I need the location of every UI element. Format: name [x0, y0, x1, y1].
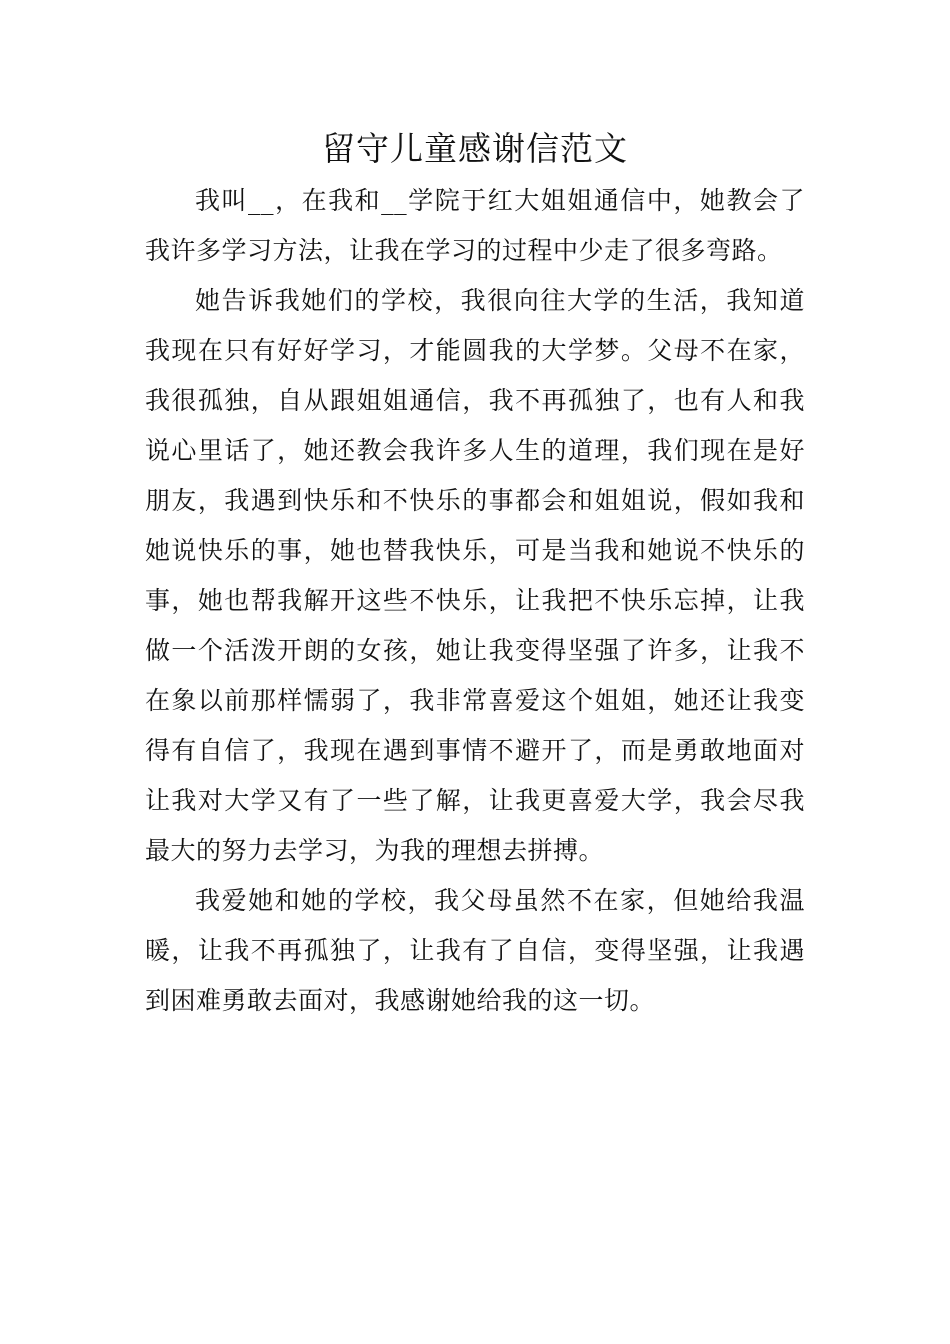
letter-body — [145, 176, 805, 1026]
paragraph-1: 我叫__，在我和__学院于红大姐姐通信中，她教会了我许多学习方法，让我在学习的过程中少走了很多弯路。 — [145, 186, 805, 265]
paragraph-3: 我爱她和她的学校，我父母虽然不在家，但她给我温暖，让我不再孤独了，让我有了自信，变得坚强，让我遇到困难勇敢去面对，我感谢她给我的这一切。 — [145, 886, 805, 1015]
paragraph-2: 她告诉我她们的学校，我很向往大学的生活，我知道我现在只有好好学习，才能圆我的大学梦。父母不在家，我很孤独，自从跟姐姐通信，我不再孤独了，也有人和我说心里话了，她还教会我许多人生的道理，我们现在是好朋友，我遇到快乐和不快乐的事都会和姐姐说，假如我和她说快乐的事，她也替我快乐，可是当我和她说不快乐的事，她也帮我解开这些不快乐，让我把不快乐忘掉，让我做一个活泼开朗的女孩，她让我变得坚强了许多，让我不在象以前那样懦弱了，我非常喜爱这个姐姐，她还让我变得有自信了，我现在遇到事情不避开了，而是勇敢地面对让我对大学又有了一些了解，让我更喜爱大学，我会尽我最大的努力去学习，为我的理想去拼搏。 — [145, 286, 805, 865]
document-title: 留守儿童感谢信范文 — [322, 129, 628, 168]
